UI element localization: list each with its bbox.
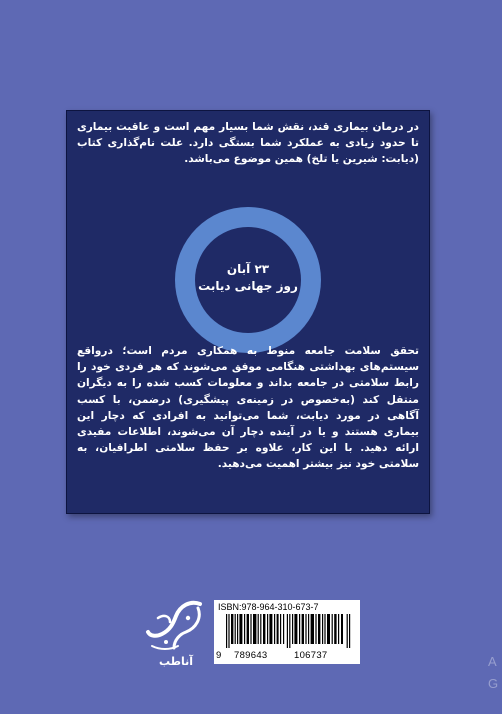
ring-date: ۲۳ آبان — [226, 262, 270, 276]
barcode-digits-right: 106737 — [294, 650, 328, 661]
isbn-barcode — [214, 600, 360, 664]
ring-title: روز جهانی دیابت — [198, 279, 298, 293]
body-paragraph: تحقق سلامت جامعه منوط به همکاری مردم است؛ درواقع سیستم‌های بهداشتی هنگامی موفق می‌شوند که هر فردی خود را رابط سلامتی در جامعه بداند و معلومات کسب شده را به دیگران منتقل کند (به‌خصوص در زمینه‌ی پیشگیری) درضمن، با کسب آگاهی در مورد دیابت، شما می‌توانید به افرادی که دچار این بیماری هستند و یا در آینده دچار آن می‌شوند، اطلاعات مفیدی ارائه دهید. با این کار، علاوه بر حفظ سلامتی اطرافیان، به سلامتی خود نیز بیشتر اهمیت می‌دهید. — [77, 345, 419, 471]
text-panel — [66, 110, 430, 514]
diabetes-day-ring — [175, 207, 321, 353]
activation-watermark — [488, 651, 502, 695]
intro-paragraph: در درمان بیماری قند، نقش شما بسیار مهم است و عاقبت بیماری تا حدود زیادی به عملکرد شما بستگی دارد. علت نام‌گذاری کتاب (دیابت: شیرین یا تلخ) همین موضوع می‌باشد. — [77, 121, 419, 166]
barcode-bars — [226, 614, 352, 648]
barcode-digit-first: 9 — [216, 650, 222, 661]
barcode-digits-left: 789643 — [234, 650, 268, 661]
isbn-number: ISBN:978-964-310-673-7 — [218, 602, 319, 612]
ring-center — [195, 227, 301, 333]
publisher-name: آناطب — [158, 655, 194, 668]
watermark-line-1: A — [488, 654, 497, 669]
ring-label — [195, 261, 301, 295]
watermark-line-2: G — [488, 676, 499, 691]
